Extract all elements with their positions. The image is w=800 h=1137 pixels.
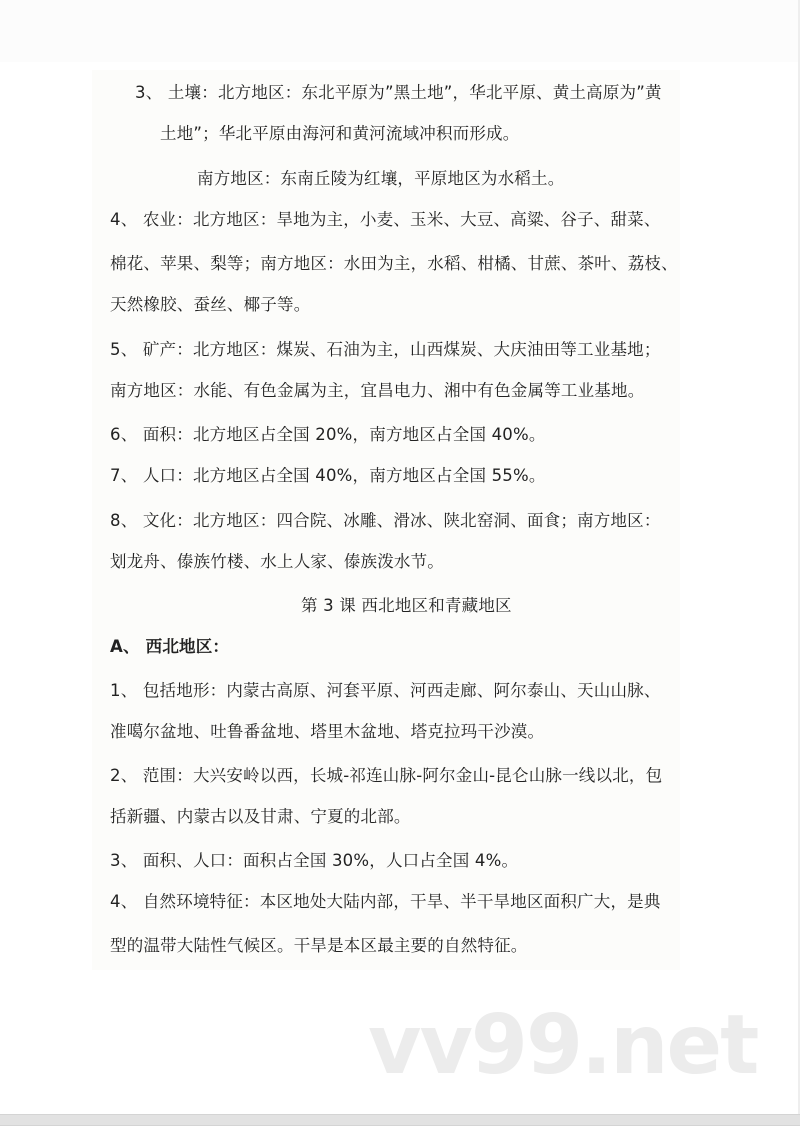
terrain-line-1: 1、 包括地形：内蒙古高原、河套平原、河西走廊、阿尔泰山、天山山脉、: [110, 681, 661, 700]
watermark: vv99.net: [368, 998, 758, 1093]
area-line: 6、 面积：北方地区占全国 20%，南方地区占全国 40%。: [110, 425, 546, 444]
environment-line-2: 型的温带大陆性气候区。干旱是本区最主要的自然特征。: [110, 936, 528, 955]
area-population-line: 3、 面积、人口：面积占全国 30%，人口占全国 4%。: [110, 851, 519, 870]
environment-line-1: 4、 自然环境特征：本区地处大陆内部，干旱、半干旱地区面积广大，是典: [110, 892, 661, 911]
soil-south-line: 南方地区：东南丘陵为红壤，平原地区为水稻土。: [197, 169, 565, 188]
page-separator: [0, 1114, 800, 1126]
population-line: 7、 人口：北方地区占全国 40%，南方地区占全国 55%。: [110, 466, 546, 485]
agriculture-line-3: 天然橡胶、蚕丝、椰子等。: [110, 295, 311, 314]
soil-item-line-1: 3、 土壤：北方地区：东北平原为”黑土地”，华北平原、黄土高原为”黄: [135, 83, 662, 102]
minerals-line-2: 南方地区：水能、有色金属为主，宜昌电力、湘中有色金属等工业基地。: [110, 381, 645, 400]
range-line-1: 2、 范围：大兴安岭以西，长城-祁连山脉-阿尔金山-昆仑山脉一线以北，包: [110, 766, 663, 785]
terrain-line-2: 准噶尔盆地、吐鲁番盆地、塔里木盆地、塔克拉玛干沙漠。: [110, 722, 545, 741]
lesson-heading: 第 3 课 西北地区和青藏地区: [301, 596, 512, 615]
top-band: [0, 0, 800, 62]
agriculture-line-2: 棉花、苹果、梨等；南方地区：水田为主，水稻、柑橘、甘蔗、茶叶、荔枝、: [110, 254, 678, 273]
culture-line-1: 8、 文化：北方地区：四合院、冰雕、滑冰、陕北窑洞、面食；南方地区：: [110, 511, 661, 530]
agriculture-line-1: 4、 农业：北方地区：旱地为主，小麦、玉米、大豆、高粱、谷子、甜菜、: [110, 210, 661, 229]
range-line-2: 括新疆、内蒙古以及甘肃、宁夏的北部。: [110, 807, 411, 826]
culture-line-2: 划龙舟、傣族竹楼、水上人家、傣族泼水节。: [110, 552, 444, 571]
soil-item-line-2: 土地”；华北平原由海河和黄河流域冲积而形成。: [160, 124, 520, 143]
section-heading-northwest: A、 西北地区：: [110, 637, 230, 656]
minerals-line-1: 5、 矿产：北方地区：煤炭、石油为主，山西煤炭、大庆油田等工业基地；: [110, 340, 661, 359]
